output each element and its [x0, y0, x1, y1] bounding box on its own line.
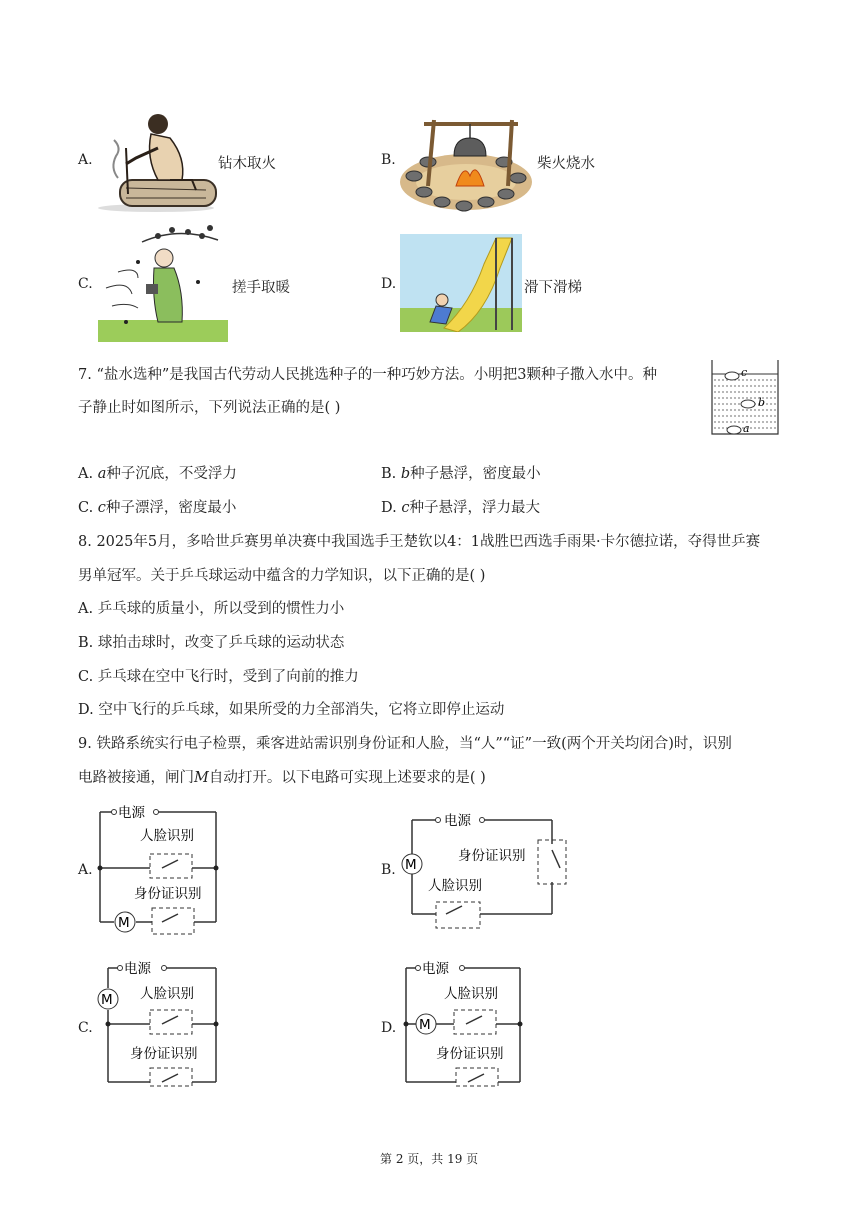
option-letter: C.	[78, 276, 93, 292]
seed-label-b: b	[758, 396, 766, 409]
question-text: 电路被接通，闸门M自动打开。以下电路可实现上述要求的是( )	[78, 770, 486, 786]
option-d: D. c种子悬浮，浮力最大	[381, 500, 540, 516]
option-label: 滑下滑梯	[524, 280, 582, 296]
id-switch-label: 身份证识别	[458, 848, 526, 864]
option-letter: D.	[381, 1020, 397, 1036]
option-d: D. 空中飞行的乒乓球，如果所受的力全部消失，它将立即停止运动	[78, 702, 505, 718]
question-text: 男单冠军。关于乒乓球运动中蕴含的力学知识，以下正确的是( )	[78, 568, 486, 584]
option-letter: A.	[78, 152, 93, 168]
option-letter: D.	[381, 276, 397, 292]
id-switch-label: 身份证识别	[134, 886, 202, 902]
option-letter: B.	[381, 862, 396, 878]
motor-label: M	[101, 992, 113, 1008]
option-label: 柴火烧水	[537, 156, 595, 172]
slide-illustration	[400, 234, 522, 332]
id-switch-label: 身份证识别	[130, 1046, 198, 1062]
question-text: 9. 铁路系统实行电子检票，乘客进站需识别身份证和人脸，当“人”“证”一致(两个开关均闭合)时，识别	[78, 736, 732, 752]
circuit-diagram-a	[94, 800, 224, 940]
circuit-diagram-d	[398, 958, 528, 1088]
option-label: 搓手取暖	[232, 280, 290, 296]
face-switch-label: 人脸识别	[140, 828, 194, 844]
power-label: 电源	[422, 961, 449, 977]
option-c: C. 乒乓球在空中飞行时，受到了向前的推力	[78, 669, 359, 685]
circuit-diagram-b	[398, 806, 578, 932]
rubbing-hands-illustration	[98, 222, 228, 342]
option-label: 钻木取火	[218, 156, 276, 172]
option-letter: A.	[78, 862, 93, 878]
face-switch-label: 人脸识别	[140, 986, 194, 1002]
power-label: 电源	[124, 961, 151, 977]
option-letter: C.	[78, 1020, 93, 1036]
power-label: 电源	[118, 805, 145, 821]
motor-label: M	[419, 1017, 431, 1033]
id-switch-label: 身份证识别	[436, 1046, 504, 1062]
seed-label-a: a	[743, 422, 750, 435]
face-switch-label: 人脸识别	[444, 986, 498, 1002]
question-text: 子静止时如图所示，下列说法正确的是( )	[78, 400, 341, 416]
power-label: 电源	[444, 813, 471, 829]
option-letter: B.	[381, 152, 396, 168]
drilling-wood-fire-illustration	[96, 108, 220, 212]
circuit-diagram-c	[94, 958, 224, 1088]
page-footer: 第 2 页，共 19 页	[380, 1152, 479, 1166]
option-b: B. 球拍击球时，改变了乒乓球的运动状态	[78, 635, 345, 651]
face-switch-label: 人脸识别	[428, 878, 482, 894]
option-c: C. c种子漂浮，密度最小	[78, 500, 237, 516]
campfire-kettle-illustration	[398, 116, 536, 212]
motor-label: M	[118, 915, 130, 931]
question-text: 7. “盐水选种”是我国古代劳动人民挑选种子的一种巧妙方法。小明把3颗种子撒入水中。种	[78, 367, 657, 383]
question-text: 8. 2025年5月，多哈世乒赛男单决赛中我国选手王楚钦以4：1战胜巴西选手雨果·卡尔德拉诺，夺得世乒赛	[78, 534, 761, 550]
option-b: B. b种子悬浮，密度最小	[381, 466, 541, 482]
motor-label: M	[405, 857, 417, 873]
option-a: A. a种子沉底，不受浮力	[78, 466, 237, 482]
option-a: A. 乒乓球的质量小，所以受到的惯性力小	[78, 601, 345, 617]
seeds-in-water-figure	[708, 356, 782, 438]
seed-label-c: c	[741, 366, 748, 379]
